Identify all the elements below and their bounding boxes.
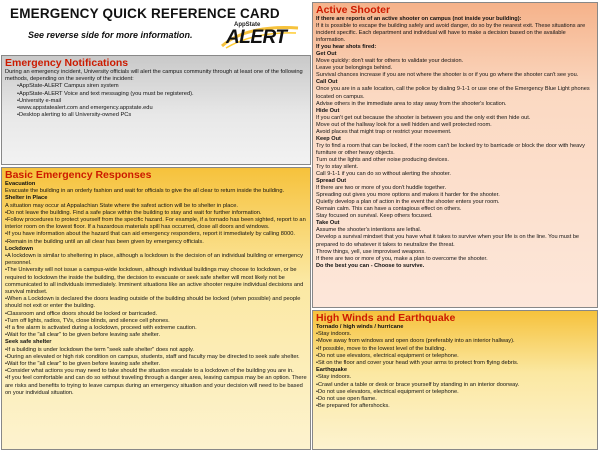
list-item: •www.appstatealert.com and emergency.appstate.edu [17, 105, 153, 112]
text-line: A situation may occur at Appalachian State where the safest action will be to shelter in place. [5, 202, 239, 209]
logo-small-text: AppState [234, 22, 261, 28]
basic-responses-heading: Basic Emergency Responses [5, 169, 152, 181]
text-line: •The University will not issue a campus-wide lockdown, although individual buildings may choose to lockdown, or be required to lockdown the inside the building, the decision to evacuate or seek safe shelter will most likely not be communicated to all individuals immediately. Imminent situations like an active shooter require individual decisions and survival mindset. [5, 267, 304, 296]
text-line: Quietly develop a plan of action in the event the shooter enters your room. [316, 199, 500, 206]
text-line: •Do not leave the building. Find a safe place within the building to stay and wait for further information. [5, 209, 262, 216]
text-line: •Do not use elevators, electrical equipment or telephone. [316, 352, 459, 359]
winds-earthquake-heading: High Winds and Earthquake [316, 312, 456, 324]
card-subtitle: See reverse side for more information. [28, 30, 193, 40]
appstate-alert-logo [220, 22, 304, 52]
section-subheading: Get Out [316, 51, 337, 58]
list-item: •Desktop alerting to all University-owned PCs [17, 112, 132, 119]
section-subheading: Call Out [316, 79, 338, 86]
text-line: Assume the shooter's intentions are lethal. [316, 227, 422, 234]
basic-responses-box [1, 167, 311, 450]
text-line: •Sit on the floor and cover your head with your arms to protect from flying debris. [316, 360, 519, 367]
text-line: Evacuate the building in an orderly fashion and wait for officials to give the all clear to return inside the building. [5, 188, 285, 195]
text-line: If it is possible to escape the building safely and avoid danger, do so by the nearest exit. These situations are incident specific. Each department and individual will have to make a decision based on the available information. [316, 23, 586, 44]
text-line: •During an elevated or high risk condition on campus, students, staff and faculty may be directed to seek safe shelter. [5, 353, 300, 360]
notifications-intro: During an emergency incident, University officials will alert the campus community through at least one of the following methods, depending on the severity of the incident: [5, 69, 303, 83]
text-line: Move out of the hallway look for a well hidden and well protected room. [316, 121, 492, 128]
text-line: •A lockdown is similar to sheltering in place, although a lockdown is the decision of an individual building or emergency personnel. [5, 253, 303, 267]
text-line: •Consider what actions you may need to take should the situation escalate to a lockdown of the building you are in. [5, 368, 294, 375]
text-line: •Turn off lights, radios, TVs, close blinds, and silence cell phones. [5, 317, 170, 324]
list-item: •AppState-ALERT Voice and text messaging (you must be registered). [17, 90, 194, 97]
text-line: •Do not use elevators, electrical equipment or telephone. [316, 388, 459, 395]
text-line: Leave your belongings behind. [316, 65, 393, 72]
text-line: •If you feel comfortable and can do so without traveling through a danger area, leaving campus may be an option. There are risks and benefits to trying to leave campus during an emergency situation and your decision will need to be based on your individual situation. [5, 375, 307, 396]
section-subheading: Do the best you can - Choose to survive. [316, 262, 425, 269]
text-line: •If possible, move to the lowest level of the building. [316, 345, 447, 352]
card-title: EMERGENCY QUICK REFERENCE CARD [10, 6, 280, 21]
text-line: Develop a survival mindset that you have what it takes to survive when your life is on the line. You must be prepared to do whatever it takes to neutralize the threat. [316, 234, 580, 248]
text-line: If there are two or more of you, make a plan to overcome the shooter. [316, 255, 488, 262]
section-subheading: If there are reports of an active shooter on campus (not inside your building): [316, 16, 522, 22]
section-subheading: Seek safe shelter [5, 339, 52, 346]
text-line: •Wait for the "all clear" to be given before leaving safe shelter. [5, 361, 161, 368]
text-line: •Follow procedures to protect yourself from the specific hazard. For example, if a tornado has been sighted, report to an interior room on the lowest floor. If a hazardous materials spill has occurred, close all doors and windows. [5, 217, 306, 231]
text-line: •Wait for the "all clear" to be given before leaving safe shelter. [5, 332, 161, 339]
text-line: Stay focused on survival. Keep others focused. [316, 213, 433, 220]
text-line: •When a Lockdown is declared the doors leading outside of the building should be locked (when possible) and people should not exit or enter the building. [5, 296, 301, 310]
basic-responses-body [2, 181, 310, 397]
text-line: •Classroom and office doors should be locked or barricaded. [5, 310, 158, 317]
section-subheading: Lockdown [5, 245, 34, 252]
winds-earthquake-body [313, 324, 597, 410]
text-line: Remain calm. This can have a contagious effect on others. [316, 206, 462, 213]
text-line: If there are two or more of you don't huddle together. [316, 185, 447, 192]
notifications-list [5, 83, 307, 119]
section-subheading: Tornado / high winds / hurricane [316, 324, 404, 330]
active-shooter-body [313, 16, 597, 270]
winds-earthquake-box [312, 310, 598, 450]
text-line: If you can't get out because the shooter is between you and the only exit then hide out. [316, 114, 531, 121]
notifications-box [1, 55, 311, 165]
text-line: •Do not use open flame. [316, 396, 377, 403]
text-line: •Crawl under a table or desk or brace yourself by standing in an interior doorway. [316, 381, 520, 388]
text-line: •If a building is under lockdown the term "seek safe shelter" does not apply. [5, 346, 194, 353]
text-line: •Remain in the building until an all clear has been given by emergency officials. [5, 238, 204, 245]
section-subheading: Take Out [316, 220, 340, 227]
list-item: •AppState-ALERT Campus siren system [17, 83, 119, 90]
section-subheading: Shelter in Place [5, 195, 48, 202]
text-line: •Be prepared for aftershocks. [316, 403, 390, 410]
text-line: •Stay indoors. [316, 374, 352, 381]
text-line: Survival chances increase if you are not where the shooter is or if you go where the shooter can't see you. [316, 72, 579, 79]
section-subheading: Evacuation [5, 181, 36, 187]
notifications-body [2, 69, 310, 119]
text-line: Spreading out gives you more options and makes it harder for the shooter. [316, 192, 500, 199]
text-line: •Stay indoors. [316, 331, 352, 338]
text-line: Throw things, yell, use improvised weapons. [316, 248, 426, 255]
text-line: •If a fire alarm is activated during a lockdown, proceed with extreme caution. [5, 325, 197, 332]
text-line: Avoid places that might trap or restrict your movement. [316, 128, 452, 135]
section-subheading: If you hear shots fired: [316, 44, 377, 51]
active-shooter-box [312, 2, 598, 308]
active-shooter-heading: Active Shooter [316, 4, 391, 16]
right-column [311, 0, 600, 450]
section-subheading: Keep Out [316, 135, 341, 142]
text-line: Turn out the lights and other noise producing devices. [316, 156, 449, 163]
text-line: Try to stay silent. [316, 163, 359, 170]
text-line: •If you have information about the hazard that can aid emergency responders, report it immediately by calling 8000. [5, 231, 296, 238]
section-subheading: Spread Out [316, 178, 347, 185]
list-item: •University e-mail [17, 97, 62, 104]
text-line: Move quickly: don't wait for others to validate your decision. [316, 58, 464, 65]
text-line: Once you are in a safe location, call the police by dialing 9-1-1 or use one of the Emergency Blue Light phones located on campus. [316, 86, 590, 100]
section-subheading: Hide Out [316, 107, 340, 114]
text-line: Call 9-1-1 if you can do so without alerting the shooter. [316, 171, 451, 178]
logo-big-text: ALERT [226, 27, 287, 48]
text-line: •Move away from windows and open doors (preferably into an interior hallway). [316, 338, 515, 345]
text-line: Advise others in the immediate area to stay away from the shooter's location. [316, 100, 507, 107]
notifications-heading: Emergency Notifications [5, 57, 129, 69]
section-subheading: Earthquake [316, 367, 347, 374]
text-line: Try to find a room that can be locked, if the room can't be locked try to barricade or block the door with heavy furniture or other heavy objects. [316, 142, 585, 156]
